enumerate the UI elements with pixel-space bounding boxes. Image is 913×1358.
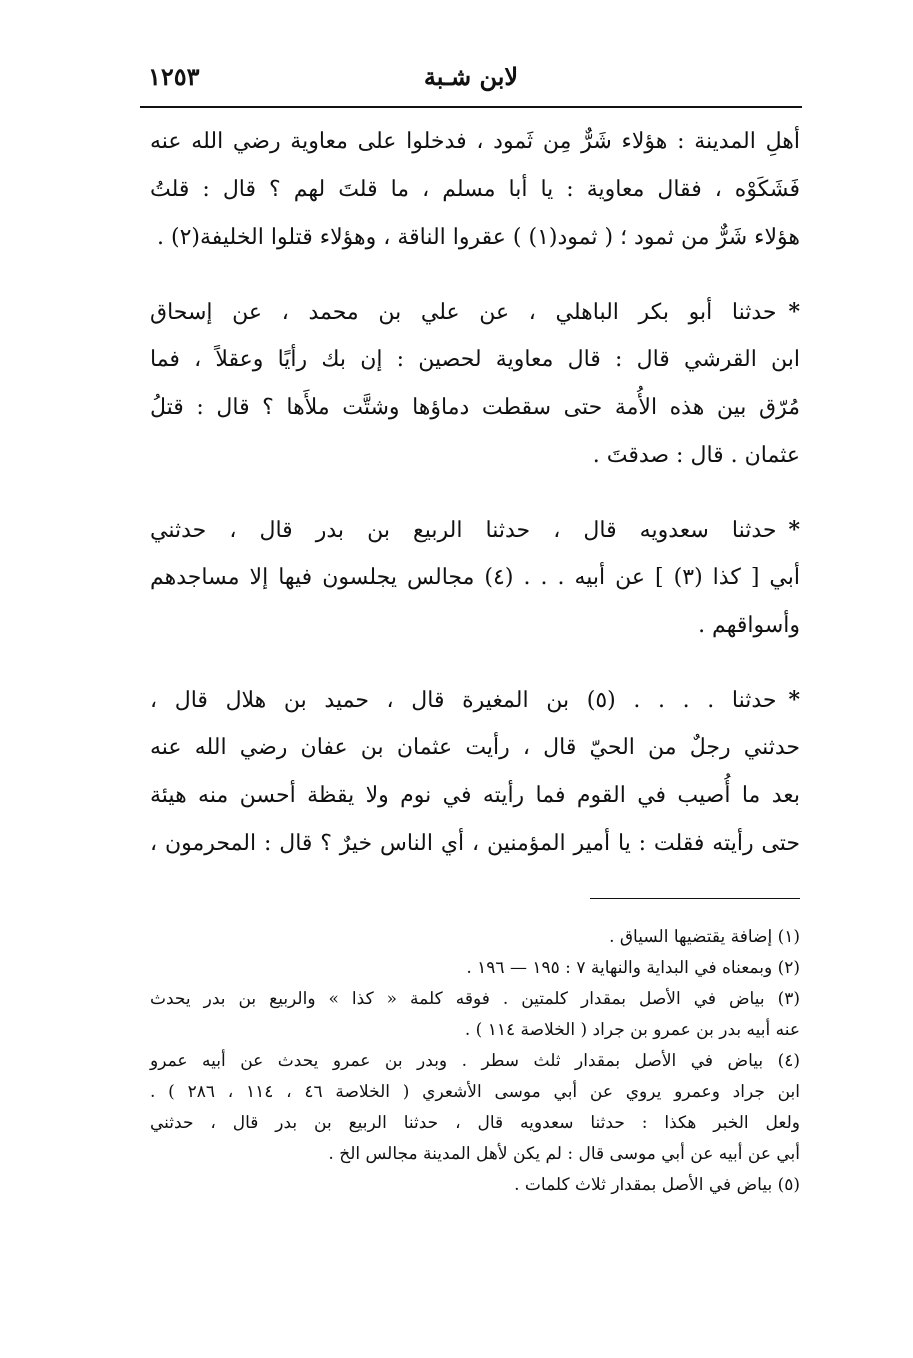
- footnote-separator: [590, 898, 800, 899]
- text-line: [150, 288, 800, 336]
- text-line: مُرّق بين هذه الأُمة حتى سقطت دماؤها وشتَّت ملأَها ؟ قال : قتلُ: [150, 395, 800, 420]
- text-line: حتى رأيته فقلت : يا أمير المؤمنين ، أي الناس خيرٌ ؟ قال : المحرمون ،: [150, 831, 800, 856]
- text-line: حدثني رجلٌ من الحيّ قال ، رأيت عثمان بن عفان رضي الله عنه: [150, 735, 800, 760]
- footnote-4: [150, 1046, 800, 1170]
- paragraph-1: [150, 118, 800, 262]
- running-title: لابن شـبة: [423, 62, 519, 91]
- page-header: [140, 60, 802, 102]
- asterisk-marker: *: [788, 517, 800, 543]
- footnote-line: (٢) وبمعناه في البداية والنهاية ٧ : ١٩٥ — ١٩٦ .: [466, 958, 800, 978]
- text-line: وأسواقهم .: [698, 613, 800, 638]
- text-line-content: حدثنا سعدويه قال ، حدثنا الربيع بن بدر قال ، حدثني: [150, 518, 777, 543]
- page-number: ١٢٥٣: [148, 62, 200, 91]
- paragraph-3: [150, 506, 800, 650]
- header-rule: [140, 106, 802, 108]
- footnote-1: [150, 922, 800, 953]
- footnote-3: [150, 984, 800, 1046]
- main-text: [150, 118, 800, 894]
- asterisk-marker: *: [788, 687, 800, 713]
- text-line: أهلِ المدينة : هؤلاء شَرٌّ مِن ثَمود ، فدخلوا على معاوية رضي الله عنه: [150, 129, 800, 154]
- footnote-line: ولعل الخبر هكذا : حدثنا سعدويه قال ، حدثنا الربيع بن بدر قال ، حدثني: [150, 1113, 800, 1133]
- footnote-line: (٤) بياض في الأصل بمقدار ثلث سطر . وبدر بن عمرو يحدث عن أبيه عمرو: [150, 1051, 800, 1071]
- footnote-line: (٣) بياض في الأصل بمقدار كلمتين . فوقه كلمة « كذا » والربيع بن بدر يحدث: [150, 989, 800, 1009]
- text-line: عثمان . قال : صدقتَ .: [592, 443, 800, 468]
- paragraph-4: [150, 676, 800, 868]
- asterisk-marker: *: [788, 299, 800, 325]
- footnote-5: [150, 1170, 800, 1201]
- paragraph-2: [150, 288, 800, 480]
- footnote-line: (١) إضافة يقتضيها السياق .: [609, 927, 800, 947]
- footnote-line: ابن جراد وعمرو يروي عن أبي موسى الأشعري ( الخلاصة ٤٦ ، ١١٤ ، ٢٨٦ ) .: [150, 1082, 801, 1102]
- text-line: [150, 676, 800, 724]
- text-line: ابن القرشي قال : قال معاوية لحصين : إن بك رأيًا وعقلاً ، فما: [150, 347, 800, 372]
- footnotes: [150, 922, 800, 1201]
- text-line: أبي [ كذا (٣) ] عن أبيه . . . (٤) مجالس يجلسون فيها إلا مساجدهم: [150, 565, 800, 590]
- footnote-line: أبي عن أبيه عن أبي موسى قال : لم يكن لأهل المدينة مجالس الخ .: [328, 1144, 800, 1164]
- text-line: بعد ما أُصيب في القوم فما رأيته في نوم ولا يقظة أحسن منه هيئة: [150, 783, 800, 808]
- footnote-2: [150, 953, 800, 984]
- text-line: هؤلاء شَرٌّ من ثمود ؛ ( ثمود(١) ) عقروا الناقة ، وهؤلاء قتلوا الخليفة(٢) .: [157, 225, 800, 250]
- text-line-content: حدثنا . . . . (٥) بن المغيرة قال ، حميد بن هلال قال ،: [150, 688, 777, 713]
- text-line: [150, 506, 800, 554]
- footnote-line: عنه أبيه بدر بن عمرو بن جراد ( الخلاصة ١١٤ ) .: [464, 1020, 800, 1040]
- text-line: فَشَكَوْه ، فقال معاوية : يا أبا مسلم ، ما قلتَ لهم ؟ قال : قلتُ: [150, 177, 800, 202]
- footnote-line: (٥) بياض في الأصل بمقدار ثلاث كلمات .: [514, 1175, 800, 1195]
- text-line-content: حدثنا أبو بكر الباهلي ، عن علي بن محمد ، عن إسحاق: [150, 300, 777, 325]
